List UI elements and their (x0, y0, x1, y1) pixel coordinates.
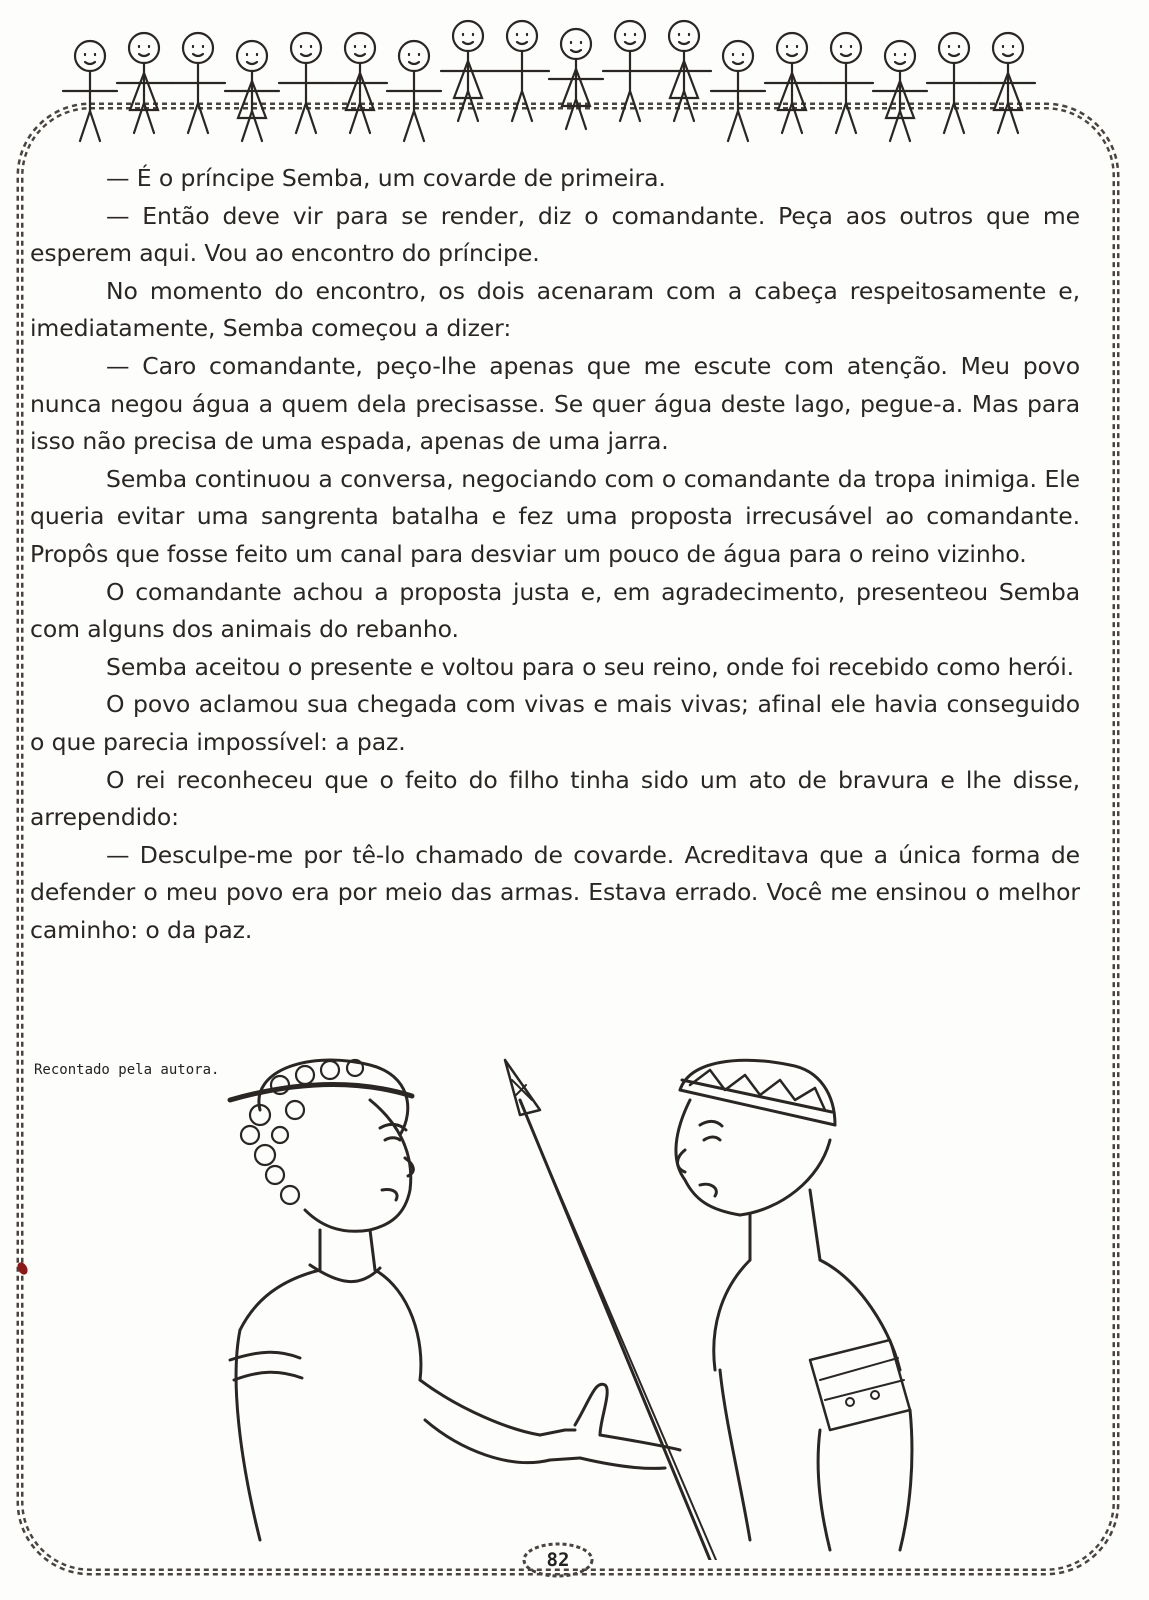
paragraph: — Caro comandante, peço-lhe apenas que me escute com atenção. Meu povo nunca negou água a quem dela precisasse. Se quer água deste lago, pegue-a. Mas para isso não precisa de uma espada, apenas de uma jarra. (30, 351, 1080, 456)
paragraph: O povo aclamou sua chegada com vivas e mais vivas; afinal ele havia conseguido o que parecia impossível: a paz. (30, 690, 1080, 756)
paragraph: O comandante achou a proposta justa e, em agradecimento, presenteou Semba com alguns dos animais do rebanho. (30, 577, 1080, 644)
child-figure (981, 33, 1035, 133)
child-figure (225, 41, 279, 141)
child-figure (171, 33, 225, 133)
child-figure (765, 33, 819, 133)
children-holding-hands-illustration (60, 8, 1040, 148)
page-number (520, 1540, 596, 1580)
child-figure (63, 41, 117, 141)
child-figure (117, 33, 171, 133)
page-number-text: 82 (546, 1549, 570, 1571)
paragraph: O rei reconheceu que o feito do filho tinha sido um ato de bravura e lhe disse, arrependido: (30, 765, 1080, 832)
paragraph: — É o príncipe Semba, um covarde de primeira. (106, 164, 666, 192)
child-figure (279, 33, 333, 133)
credit-note: Recontado pela autora. (34, 1062, 220, 1078)
paragraph: Semba continuou a conversa, negociando com o comandante da tropa inimiga. Ele queria evitar uma sangrenta batalha e fez uma proposta irrecusável ao comandante. Propôs que fosse feito um canal para desviar um pouco de água para o reino vizinho. (30, 464, 1080, 568)
paragraph: Semba aceitou o presente e voltou para o seu reino, onde foi recebido como herói. (106, 652, 1074, 681)
child-figure (711, 41, 765, 141)
story-text (30, 160, 1080, 949)
child-figure (603, 21, 657, 121)
child-figure (333, 33, 387, 133)
child-figure (927, 33, 981, 133)
child-figure (549, 29, 603, 129)
paragraph: — Desculpe-me por tê-lo chamado de covarde. Acreditava que a única forma de defender o meu povo era por meio das armas. Estava errado. Você me ensinou o melhor caminho: o da paz. (30, 840, 1080, 944)
child-figure (657, 21, 711, 121)
child-figure (873, 41, 927, 141)
child-figure (441, 21, 495, 121)
paragraph: — Então deve vir para se render, diz o comandante. Peça aos outros que me esperem aqui. Vou ao encontro do príncipe. (30, 201, 1080, 268)
child-figure (387, 41, 441, 141)
handshake-illustration (220, 1040, 920, 1560)
child-figure (495, 21, 549, 121)
child-figure (819, 33, 873, 133)
paragraph: No momento do encontro, os dois acenaram com a cabeça respeitosamente e, imediatamente, Semba começou a dizer: (30, 276, 1080, 343)
